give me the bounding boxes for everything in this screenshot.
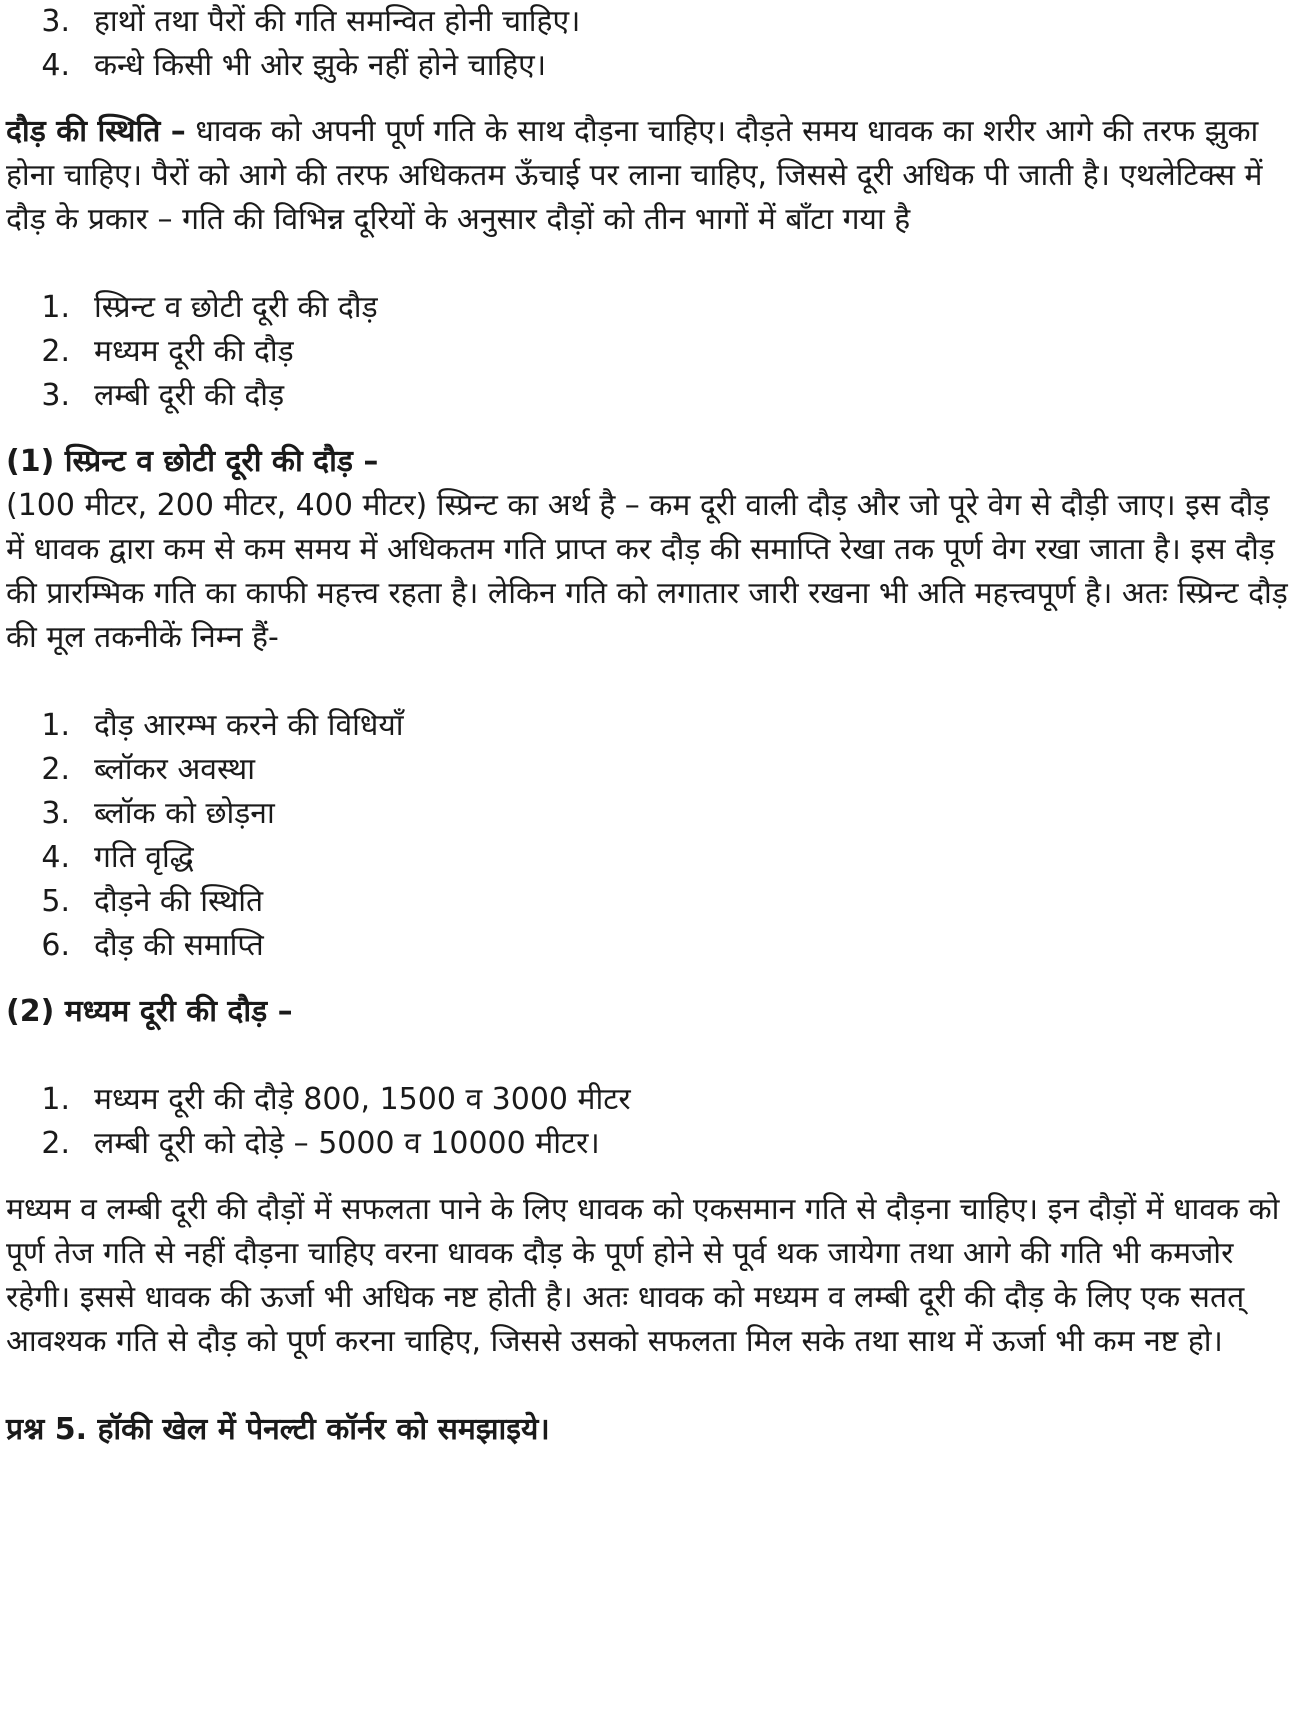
middle-distance-list bbox=[6, 1078, 1296, 1166]
list-item: 3. हाथों तथा पैरों की गति समन्वित होनी चाहिए। bbox=[41, 4, 581, 39]
sprint-heading: (1) स्प्रिन्ट व छोटी दूरी की दौड़ – bbox=[6, 444, 379, 479]
middle-distance-heading: (2) मध्यम दूरी की दौड़ – bbox=[6, 994, 293, 1029]
race-position-paragraph bbox=[6, 110, 1296, 242]
list-item: 6. दौड़ की समाप्ति bbox=[41, 928, 264, 963]
race-position-heading: दौड़ की स्थिति – bbox=[6, 114, 186, 149]
race-types-list bbox=[6, 286, 1296, 418]
list-item: 1. स्प्रिन्ट व छोटी दूरी की दौड़ bbox=[41, 290, 378, 325]
sprint-techniques-list bbox=[6, 704, 1296, 968]
list-item: 2. लम्बी दूरी को दोड़े – 5000 व 10000 मीटर। bbox=[41, 1126, 600, 1161]
list-item: 4. गति वृद्धि bbox=[41, 840, 194, 875]
sprint-body: (100 मीटर, 200 मीटर, 400 मीटर) स्प्रिन्ट का अर्थ है – कम दूरी वाली दौड़ और जो पूरे वेग से दौड़ी जाए। इस दौड़ में धावक द्वारा कम से कम समय में अधिकतम गति प्राप्त कर दौड़ की समाप्ति रेखा तक पूर्ण वेग रखा जाता है। इस दौड़ की प्रारम्भिक गति का काफी महत्त्व रहता है। लेकिन गति को लगातार जारी रखना भी अति महत्त्वपूर्ण है। अतः स्प्रिन्ट दौड़ की मूल तकनीकें निम्न हैं- bbox=[6, 488, 1288, 655]
list-item: 2. ब्लॉकर अवस्था bbox=[41, 752, 255, 787]
document-page bbox=[6, 0, 1296, 1452]
list-item: 5. दौड़ने की स्थिति bbox=[41, 884, 264, 919]
top-list bbox=[6, 0, 1296, 88]
list-item: 1. दौड़ आरम्भ करने की विधियाँ bbox=[41, 708, 404, 743]
list-item: 1. मध्यम दूरी की दौड़े 800, 1500 व 3000 मीटर bbox=[41, 1082, 631, 1117]
list-item: 3. ब्लॉक को छोड़ना bbox=[41, 796, 275, 831]
race-position-body: धावक को अपनी पूर्ण गति के साथ दौड़ना चाहिए। दौड़ते समय धावक का शरीर आगे की तरफ झुका होना चाहिए। पैरों को आगे की तरफ अधिकतम ऊँचाई पर लाना चाहिए, जिससे दूरी अधिक पी जाती है। एथलेटिक्स में दौड़ के प्रकार – गति की विभिन्न दूरियों के अनुसार दौड़ों को तीन भागों में बाँटा गया है bbox=[6, 114, 1263, 237]
list-item: 4. कन्धे किसी भी ओर झुके नहीं होने चाहिए। bbox=[41, 48, 547, 83]
question-heading: प्रश्न 5. हॉकी खेल में पेनल्टी कॉर्नर को समझाइये। bbox=[6, 1412, 550, 1447]
list-item: 3. लम्बी दूरी की दौड़ bbox=[41, 378, 285, 413]
middle-distance-body: मध्यम व लम्बी दूरी की दौड़ों में सफलता पाने के लिए धावक को एकसमान गति से दौड़ना चाहिए। इन दौड़ों में धावक को पूर्ण तेज गति से नहीं दौड़ना चाहिए वरना धावक दौड़ के पूर्ण होने से पूर्व थक जायेगा तथा आगे की गति भी कमजोर रहेगी। इससे धावक की ऊर्जा भी अधिक नष्ट होती है। अतः धावक को मध्यम व लम्बी दूरी की दौड़ के लिए एक सतत् आवश्यक गति से दौड़ को पूर्ण करना चाहिए, जिससे उसको सफलता मिल सके तथा साथ में ऊर्जा भी कम नष्ट हो। bbox=[6, 1192, 1280, 1359]
list-item: 2. मध्यम दूरी की दौड़ bbox=[41, 334, 294, 369]
